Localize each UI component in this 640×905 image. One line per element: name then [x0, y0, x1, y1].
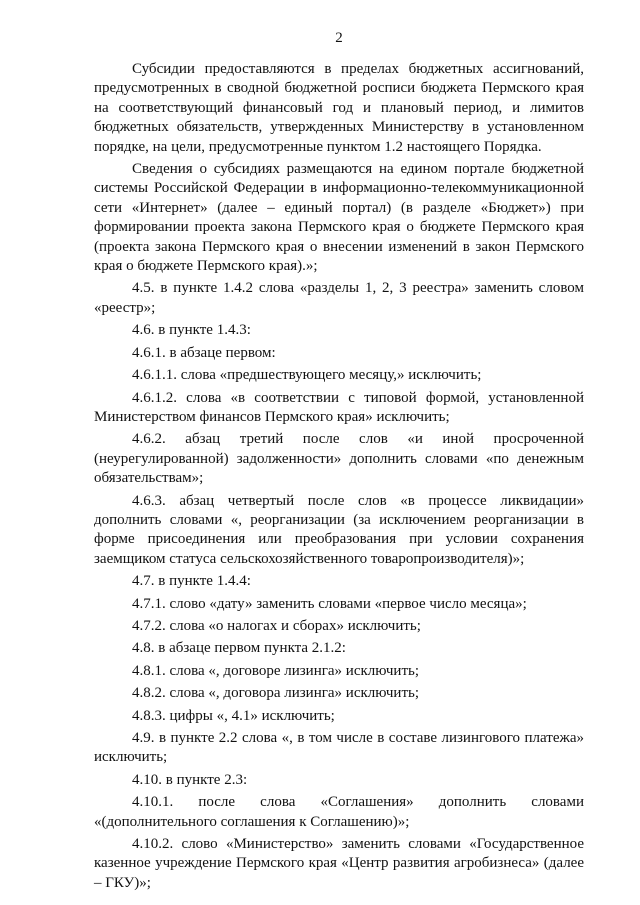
paragraph: 4.8.2. слова «, договора лизинга» исключить; — [132, 685, 420, 702]
paragraph: 4.7.2. слова «о налогах и сборах» исключить; — [132, 617, 421, 634]
paragraph: 4.9. в пункте 2.2 слова «, в том числе в составе лизингового платежа» исключить; — [94, 730, 584, 766]
paragraph: 4.6.3. абзац четвертый после слов «в процессе ликвидации» дополнить словами «, реорганизации (за исключением реорганизации в форме присоединения или преобразования при условии сохранения заемщиком статуса сельскохозяйственного товаропроизводителя)»; — [94, 492, 584, 567]
paragraph: 4.10. в пункте 2.3: — [132, 771, 248, 788]
paragraph: 4.10.2. слово «Министерство» заменить словами «Государственное казенное учреждение Пермского края «Центр развития агробизнеса» (далее – ГКУ)»; — [94, 836, 584, 891]
paragraph: 4.6.1.2. слова «в соответствии с типовой формой, установленной Министерством финансов Пермского края» исключить; — [94, 389, 584, 425]
paragraph: 4.6.2. абзац третий после слов «и иной просроченной (неурегулированной) задолженности» дополнить словами «по денежным обязательствам»; — [94, 431, 584, 487]
page-number: 2 — [335, 30, 343, 46]
paragraph: Сведения о субсидиях размещаются на едином портале бюджетной системы Российской Федерации в информационно-телекоммуникационной сети «Интернет» (далее – единый портал) (в разделе «Бюджет») при формировании проекта закона Пермского края о бюджете Пермского края (проекта закона Пермского края о внесении изменений в закон Пермского края о бюджете Пермского края).»; — [94, 161, 584, 275]
paragraph: 4.7. в пункте 1.4.4: — [132, 573, 251, 590]
document-page — [94, 28, 584, 896]
paragraph: 4.8. в абзаце первом пункта 2.1.2: — [132, 640, 346, 657]
paragraph: 4.6.1.1. слова «предшествующего месяцу,» исключить; — [132, 367, 482, 384]
paragraph: Субсидии предоставляются в пределах бюджетных ассигнований, предусмотренных в сводной бюджетной росписи бюджета Пермского края на соответствующий финансовый год и плановый период, и лимитов бюджетных обязательств, утвержденных Министерству в установленном порядке, на цели, предусмотренные пунктом 1.2 настоящего Порядка. — [94, 61, 584, 155]
paragraph: 4.8.1. слова «, договоре лизинга» исключить; — [132, 662, 420, 679]
paragraph: 4.10.1. после слова «Соглашения» дополнить словами «(дополнительного соглашения к Соглашению)»; — [94, 794, 584, 830]
paragraph: 4.8.3. цифры «, 4.1» исключить; — [132, 707, 335, 724]
paragraph: 4.6. в пункте 1.4.3: — [132, 322, 251, 339]
paragraph: 4.5. в пункте 1.4.2 слова «разделы 1, 2, 3 реестра» заменить словом «реестр»; — [94, 280, 584, 316]
paragraph: 4.6.1. в абзаце первом: — [132, 344, 276, 361]
paragraph: 4.7.1. слово «дату» заменить словами «первое число месяца»; — [132, 595, 527, 612]
